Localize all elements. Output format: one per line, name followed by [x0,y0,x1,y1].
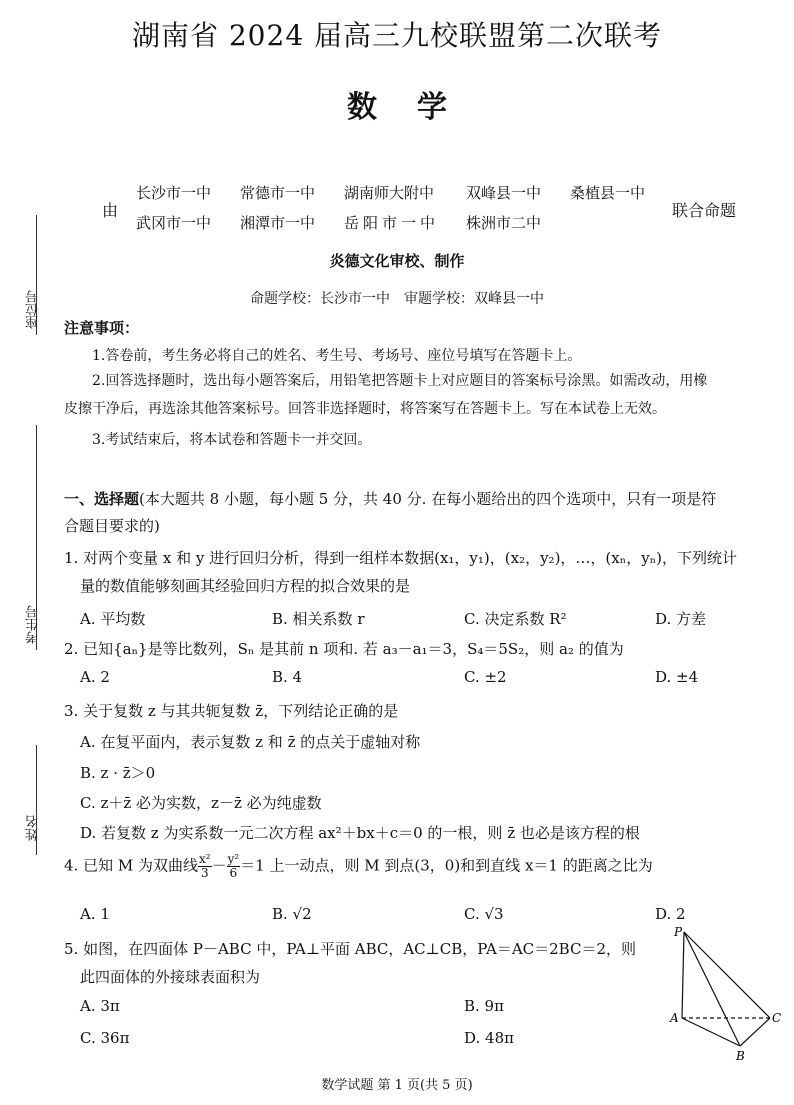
edge-BC [740,1018,770,1046]
q4-option-a: A. 1 [80,905,110,923]
q4-frac1-num: x² [198,852,211,866]
edge-PC [684,932,770,1018]
section-heading-line [64,488,716,509]
edge-PA [682,932,684,1018]
exam-number-label: 考生号 [26,605,41,644]
q3-option-c: C. z＋z̄ 必为实数，z－z̄ 必为纯虚数 [80,794,322,812]
q2-option-c: C. ±2 [464,668,507,686]
section-desc-2: 合题目要求的) [64,517,160,535]
school-5: 桑植县一中 [570,184,646,202]
school-1: 长沙市一中 [136,184,212,202]
school-4: 双峰县一中 [466,184,542,202]
q4-frac2-num: y² [227,852,240,866]
q3-stem: 3. 关于复数 z 与其共轭复数 z̄，下列结论正确的是 [64,702,399,720]
q3-option-a: A. 在复平面内，表示复数 z 和 z̄ 的点关于虚轴对称 [80,733,421,751]
exam-title: 湖南省 2024 届高三九校联盟第二次联考 [131,19,663,52]
q4-option-b: B. √2 [272,905,312,923]
q1-stem-2: 量的数值能够刻画其经验回归方程的拟合效果的是 [80,577,411,595]
notice-title: 注意事项： [64,319,140,337]
q1-option-b: B. 相关系数 r [272,610,365,628]
q5-stem-2: 此四面体的外接球表面积为 [80,968,261,986]
section-heading: 一、选择题 [64,490,140,508]
school-3: 湖南师大附中 [344,184,435,202]
q2-option-a: A. 2 [80,668,110,686]
q5-option-b: B. 9π [464,997,504,1015]
vertex-B: B [736,1049,745,1062]
q2-stem: 2. 已知{aₙ}是等比数列，Sₙ 是其前 n 项和. 若 a₃－a₁＝3，S₄＝5S₂，则 a₂ 的值为 [64,640,624,658]
notice-item-3: 3.考试结束后，将本试卷和答题卡一并交回。 [92,432,372,448]
school-6: 武冈市一中 [136,214,212,232]
q4-minus: － [211,856,227,875]
by-label: 由 [102,201,119,220]
page-footer: 数学试题 第 1 页(共 5 页) [321,1078,473,1093]
school-7: 湘潭市一中 [240,214,316,232]
section-desc-1: (本大题共 8 小题，每小题 5 分，共 40 分. 在每小题给出的四个选项中，只有一项是符 [139,490,717,508]
q2-option-b: B. 4 [272,668,303,686]
q1-stem-1: 1. 对两个变量 x 和 y 进行回归分析，得到一组样本数据(x₁，y₁)，(x₂，y₂)，…，(xₙ，yₙ)，下列统计 [64,549,738,567]
q5-option-d: D. 48π [464,1029,514,1047]
q4-frac2-den: 6 [229,866,238,880]
q4-stem-pre: 4. 已知 M 为双曲线 [64,856,198,875]
notice-item-1: 1.答卷前，考生务必将自己的姓名、考生号、考场号、座位号填写在答题卡上。 [92,348,582,364]
tetrahedron-figure [668,922,784,1062]
q4-stem [64,853,653,880]
q5-stem-1: 5. 如图，在四面体 P－ABC 中，PA⊥平面 ABC，AC⊥CB，PA＝AC＝2BC＝2，则 [64,940,636,958]
q1-option-d: D. 方差 [655,610,707,628]
notice-item-2a: 2.回答选择题时，选出每小题答案后，用铅笔把答题卡上对应题目的答案标号涂黑。如需改动，用橡 [92,373,708,389]
notice-item-2b: 皮擦干净后，再选涂其他答案标号。回答非选择题时，将答案写在答题卡上。写在本试卷上无效。 [64,401,666,417]
school-2: 常德市一中 [240,184,316,202]
setter-line: 命题学校：长沙市一中 审题学校：双峰县一中 [250,291,544,307]
name-label: 姓名 [26,815,41,841]
q4-fraction-2 [227,853,241,880]
q4-option-d: D. 2 [655,905,686,923]
subject-title: 数学 [347,90,487,125]
q3-option-d: D. 若复数 z 为实系数一元二次方程 ax²＋bx＋c＝0 的一根，则 z̄ 也必是该方程的根 [80,824,640,842]
q5-option-c: C. 36π [80,1029,130,1047]
q4-stem-post: ＝1 上一动点，则 M 到点(3，0)和到直线 x＝1 的距离之比为 [240,856,653,875]
q4-option-c: C. √3 [464,905,504,923]
q1-option-c: C. 决定系数 R² [464,610,567,628]
seat-number-label: 座位号 [26,290,41,329]
q1-option-a: A. 平均数 [80,610,146,628]
vertex-C: C [772,1011,782,1025]
edge-AB [682,1018,740,1046]
edge-PB [684,932,740,1046]
q5-option-a: A. 3π [80,997,120,1015]
vertex-A: A [670,1011,679,1025]
q4-frac1-den: 3 [200,866,209,880]
school-9: 株洲市二中 [466,214,542,232]
school-8: 岳阳市一中 [344,214,440,232]
joint-label: 联合命题 [672,201,737,220]
maker-line: 炎德文化审校、制作 [329,252,465,270]
q3-option-b: B. z · z̄＞0 [80,764,156,782]
vertex-P: P [674,925,683,939]
q2-option-d: D. ±4 [655,668,699,686]
q4-fraction-1 [198,853,212,880]
